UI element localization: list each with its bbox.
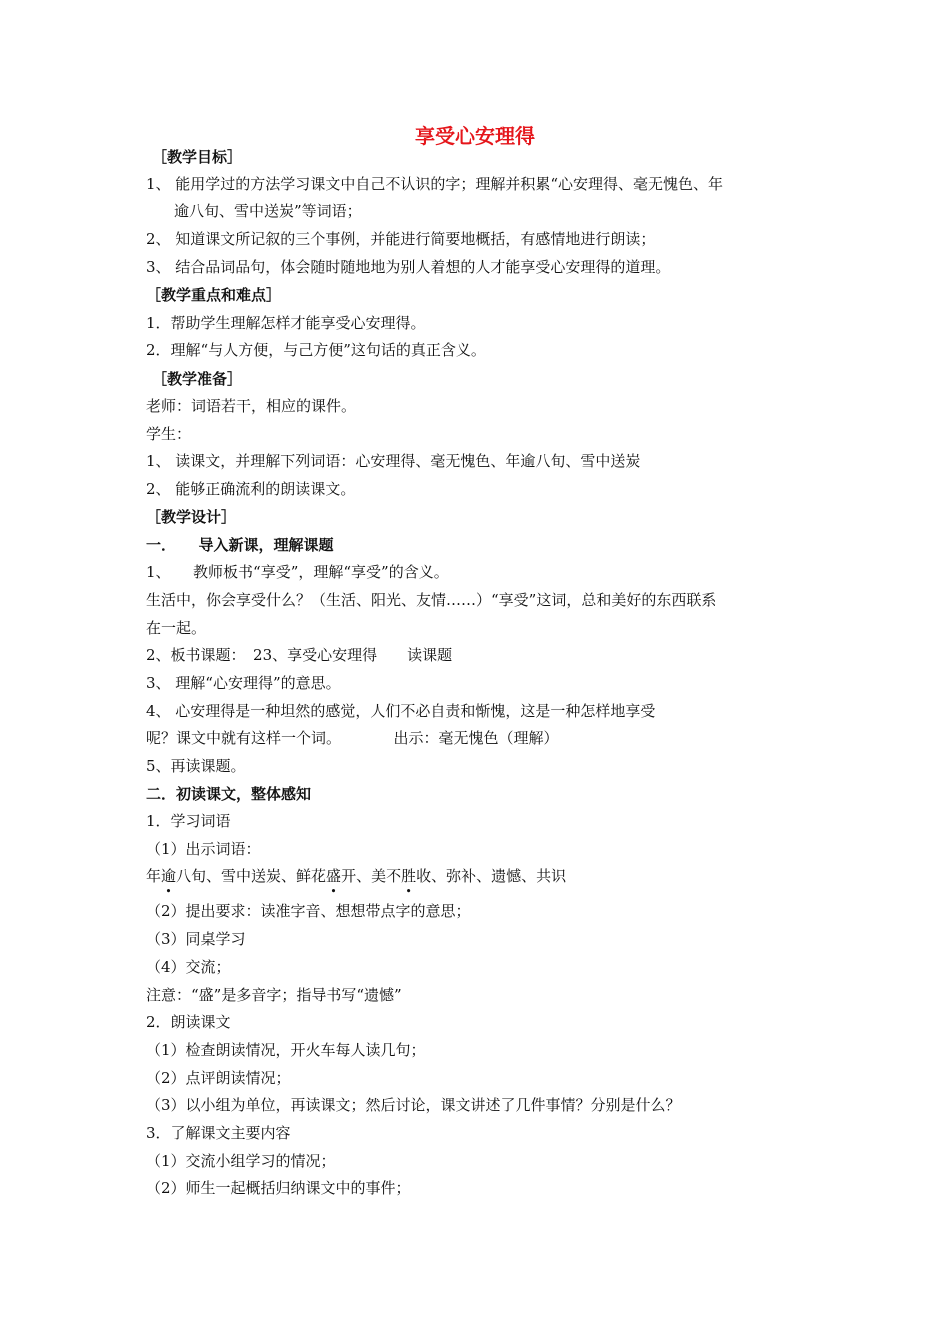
prep-item-1: 1、 读课文，并理解下列词语：心安理得、毫无愧色、年逾八旬、雪中送炭 (146, 452, 641, 470)
section-heading-key-points: ［教学重点和难点］ (146, 286, 282, 304)
goal-item-3: 3、 结合品词品句，体会随时随地地为别人着想的人才能享受心安理得的道理。 (146, 258, 671, 276)
part-2-step-2-c: （3）以小组为单位，再读课文；然后讨论，课文讲述了几件事情？分别是什么？ (146, 1096, 681, 1114)
part-2-heading: 二．初读课文，整体感知 (146, 785, 312, 803)
part-2-step-1-d: （4）交流； (146, 958, 231, 976)
section-heading-design: ［教学设计］ (146, 508, 237, 526)
dotted-character: 盛 (326, 867, 342, 885)
part-2-step-2-b: （2）点评朗读情况； (146, 1069, 291, 1087)
part-1-step-1-text-continued: 在一起。 (146, 619, 207, 637)
part-2-step-1: 1．学习词语 (146, 812, 231, 830)
part-1-step-1-text: 生活中，你会享受什么？（生活、阳光、友情……）“享受”这词，总和美好的东西联系 (146, 591, 717, 609)
part-2-note: 注意：“盛”是多音字；指导书写“遗憾” (146, 986, 402, 1004)
prep-teacher: 老师：词语若干，相应的课件。 (146, 397, 357, 415)
part-1-step-2: 2、板书课题： 23、享受心安理得 读课题 (146, 646, 453, 664)
part-1-step-1: 1、 教师板书“享受”，理解“享受”的含义。 (146, 563, 449, 581)
part-1-step-3: 3、 理解“心安理得”的意思。 (146, 674, 341, 692)
section-heading-goals: ［教学目标］ (152, 148, 243, 166)
part-2-step-3: 3．了解课文主要内容 (146, 1124, 291, 1142)
word-plain: 开、美不 (341, 867, 402, 885)
key-point-2: 2．理解“与人方便，与己方便”这句话的真正含义。 (146, 341, 486, 359)
dotted-character: 胜 (401, 867, 417, 885)
part-2-step-2-a: （1）检查朗读情况，开火车每人读几句； (146, 1041, 426, 1059)
goal-item-2: 2、 知道课文所记叙的三个事例，并能进行简要地概括，有感情地进行朗读； (146, 230, 656, 248)
section-heading-preparation: ［教学准备］ (152, 370, 243, 388)
part-1-step-4: 4、 心安理得是一种坦然的感觉，人们不必自责和惭愧，这是一种怎样地享受 (146, 702, 656, 720)
part-1-step-4-continued: 呢？课文中就有这样一个词。 出示：毫无愧色（理解） (146, 729, 559, 747)
part-2-step-1-a: （1）出示词语： (146, 840, 261, 858)
key-point-1: 1．帮助学生理解怎样才能享受心安理得。 (146, 314, 426, 332)
word-plain: 八旬、雪中送炭、鲜花 (176, 867, 327, 885)
part-2-step-2: 2．朗读课文 (146, 1013, 231, 1031)
part-2-step-3-b: （2）师生一起概括归纳课文中的事件； (146, 1179, 411, 1197)
document-title: 享受心安理得 (415, 124, 535, 148)
word-plain: 收、弥补、遗憾、共识 (416, 867, 567, 885)
prep-student: 学生： (146, 425, 192, 443)
part-1-step-5: 5、再读课题。 (146, 757, 246, 775)
part-2-step-1-b: （2）提出要求：读准字音、想想带点字的意思； (146, 902, 471, 920)
word-plain: 年 (146, 867, 162, 885)
goal-item-1: 1、 能用学过的方法学习课文中自己不认识的字；理解并积累“心安理得、毫无愧色、年 (146, 175, 723, 193)
vocabulary-words (146, 866, 826, 886)
dotted-character: 逾 (161, 867, 177, 885)
part-2-step-3-a: （1）交流小组学习的情况； (146, 1152, 336, 1170)
part-2-step-1-c: （3）同桌学习 (146, 930, 246, 948)
part-1-heading: 一． 导入新课，理解课题 (146, 536, 334, 554)
goal-item-1-continued: 逾八旬、雪中送炭”等词语； (174, 202, 362, 220)
prep-item-2: 2、 能够正确流利的朗读课文。 (146, 480, 356, 498)
